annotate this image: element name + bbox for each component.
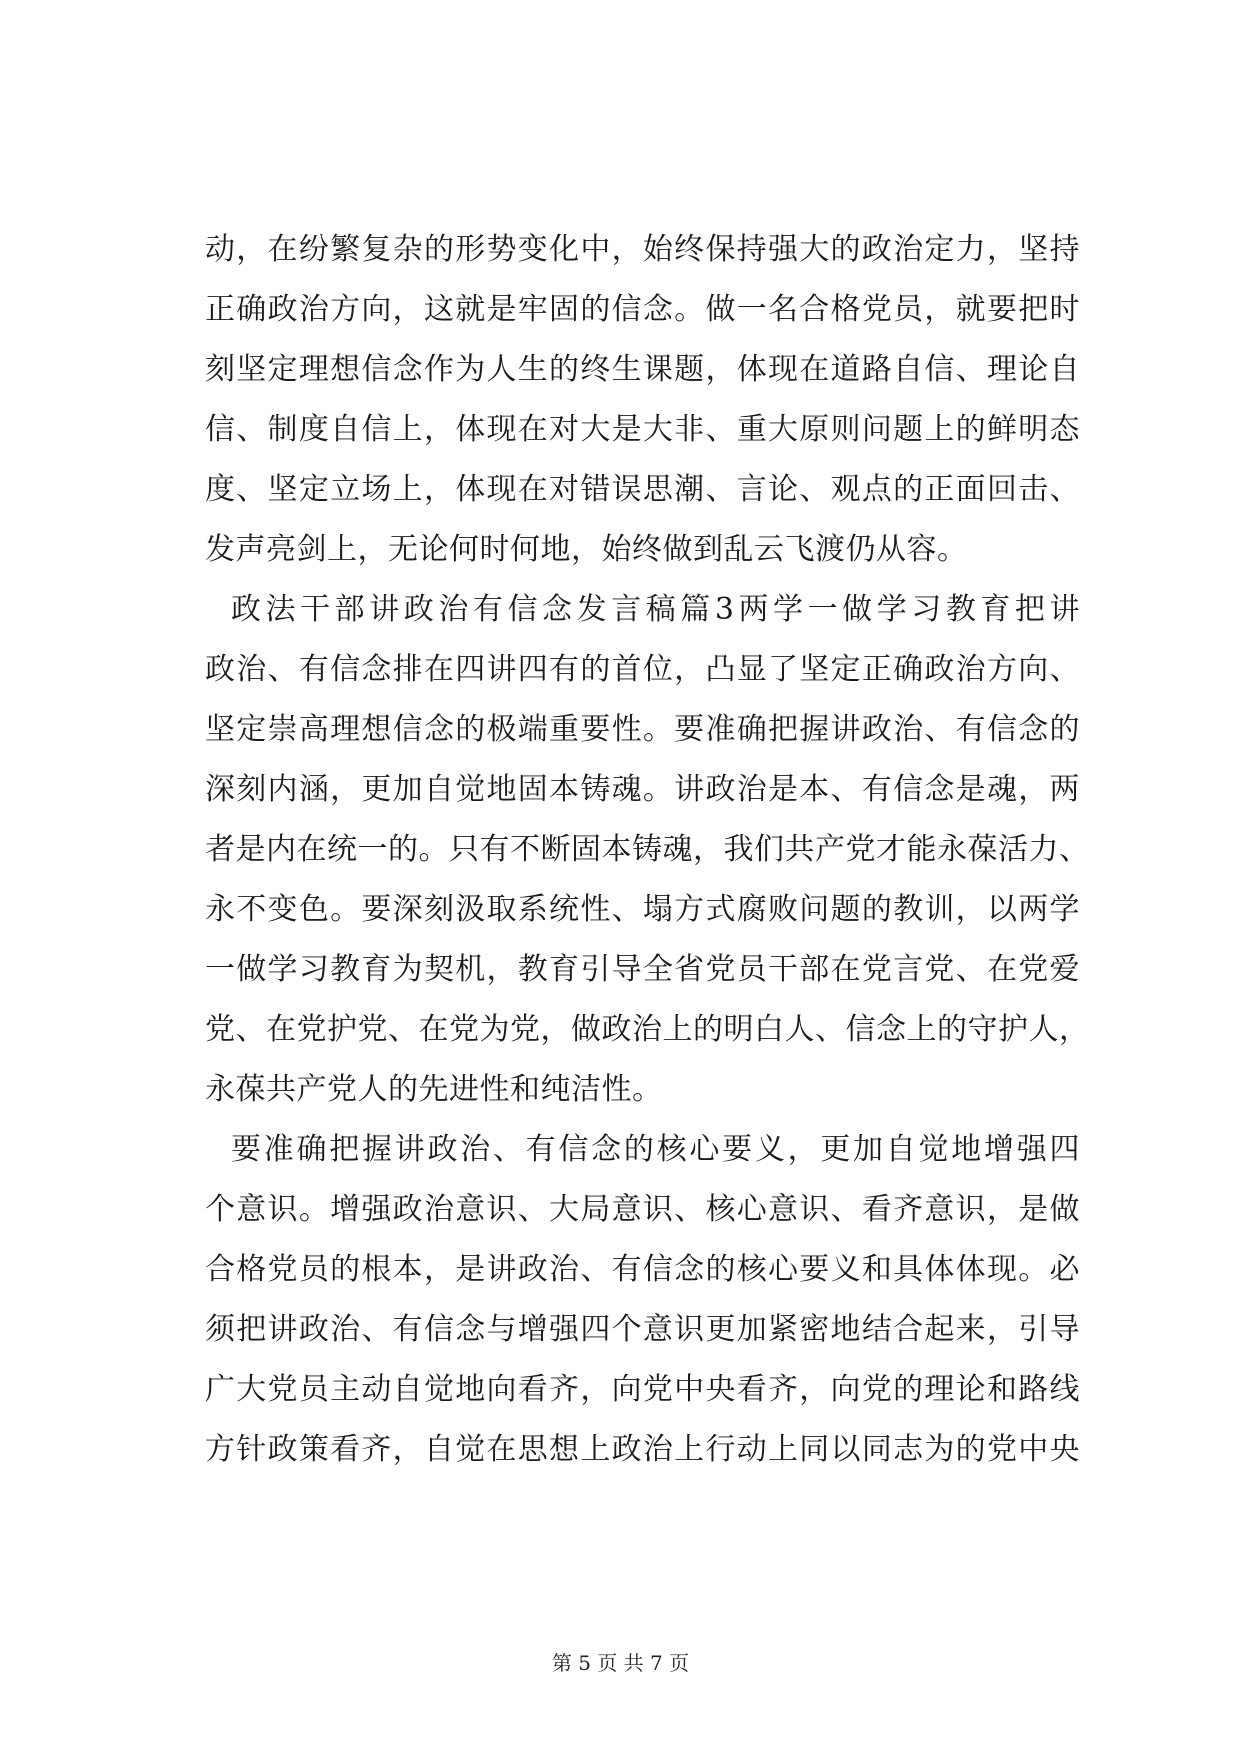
- text-line: 度、坚定立场上，体现在对错误思潮、言论、观点的正面回击、: [205, 472, 1080, 507]
- text-line: 永不变色。要深刻汲取系统性、塌方式腐败问题的教训，以两学: [205, 892, 1080, 927]
- text-line: 永葆共产党人的先进性和纯洁性。: [205, 1072, 663, 1107]
- text-line: 一做学习教育为契机，教育引导全省党员干部在党言党、在党爱: [205, 952, 1080, 987]
- text-line: 动，在纷繁复杂的形势变化中，始终保持强大的政治定力，坚持: [205, 232, 1080, 267]
- text-line: 坚定崇高理想信念的极端重要性。要准确把握讲政治、有信念的: [205, 712, 1080, 747]
- text-line: 合格党员的根本，是讲政治、有信念的核心要义和具体体现。必: [205, 1252, 1080, 1287]
- text-line: 信、制度自信上，体现在对大是大非、重大原则问题上的鲜明态: [205, 412, 1080, 447]
- text-line: 个意识。增强政治意识、大局意识、核心意识、看齐意识，是做: [205, 1192, 1080, 1227]
- text-line: 政治、有信念排在四讲四有的首位，凸显了坚定正确政治方向、: [205, 652, 1080, 687]
- text-line: 党、在党护党、在党为党，做政治上的明白人、信念上的守护人，: [205, 1012, 1090, 1047]
- text-line: 深刻内涵，更加自觉地固本铸魂。讲政治是本、有信念是魂，两: [205, 772, 1080, 807]
- text-line: 须把讲政治、有信念与增强四个意识更加紧密地结合起来，引导: [205, 1312, 1080, 1347]
- text-line: 发声亮剑上，无论何时何地，始终做到乱云飞渡仍从容。: [205, 532, 968, 567]
- paragraph-start-line: 要准确把握讲政治、有信念的核心要义，更加自觉地增强四: [231, 1132, 1080, 1167]
- text-line: 者是内在统一的。只有不断固本铸魂，我们共产党才能永葆活力、: [205, 832, 1090, 867]
- text-line: 刻坚定理想信念作为人生的终生课题，体现在道路自信、理论自: [205, 352, 1080, 387]
- text-line: 方针政策看齐，自觉在思想上政治上行动上同以同志为的党中央: [205, 1432, 1080, 1467]
- text-line: 正确政治方向，这就是牢固的信念。做一名合格党员，就要把时: [205, 292, 1080, 327]
- page-number-footer: 第 5 页 共 7 页: [551, 1651, 690, 1675]
- text-line: 广大党员主动自觉地向看齐，向党中央看齐，向党的理论和路线: [205, 1372, 1080, 1407]
- paragraph-start-line: 政法干部讲政治有信念发言稿篇3两学一做学习教育把讲: [231, 592, 1080, 627]
